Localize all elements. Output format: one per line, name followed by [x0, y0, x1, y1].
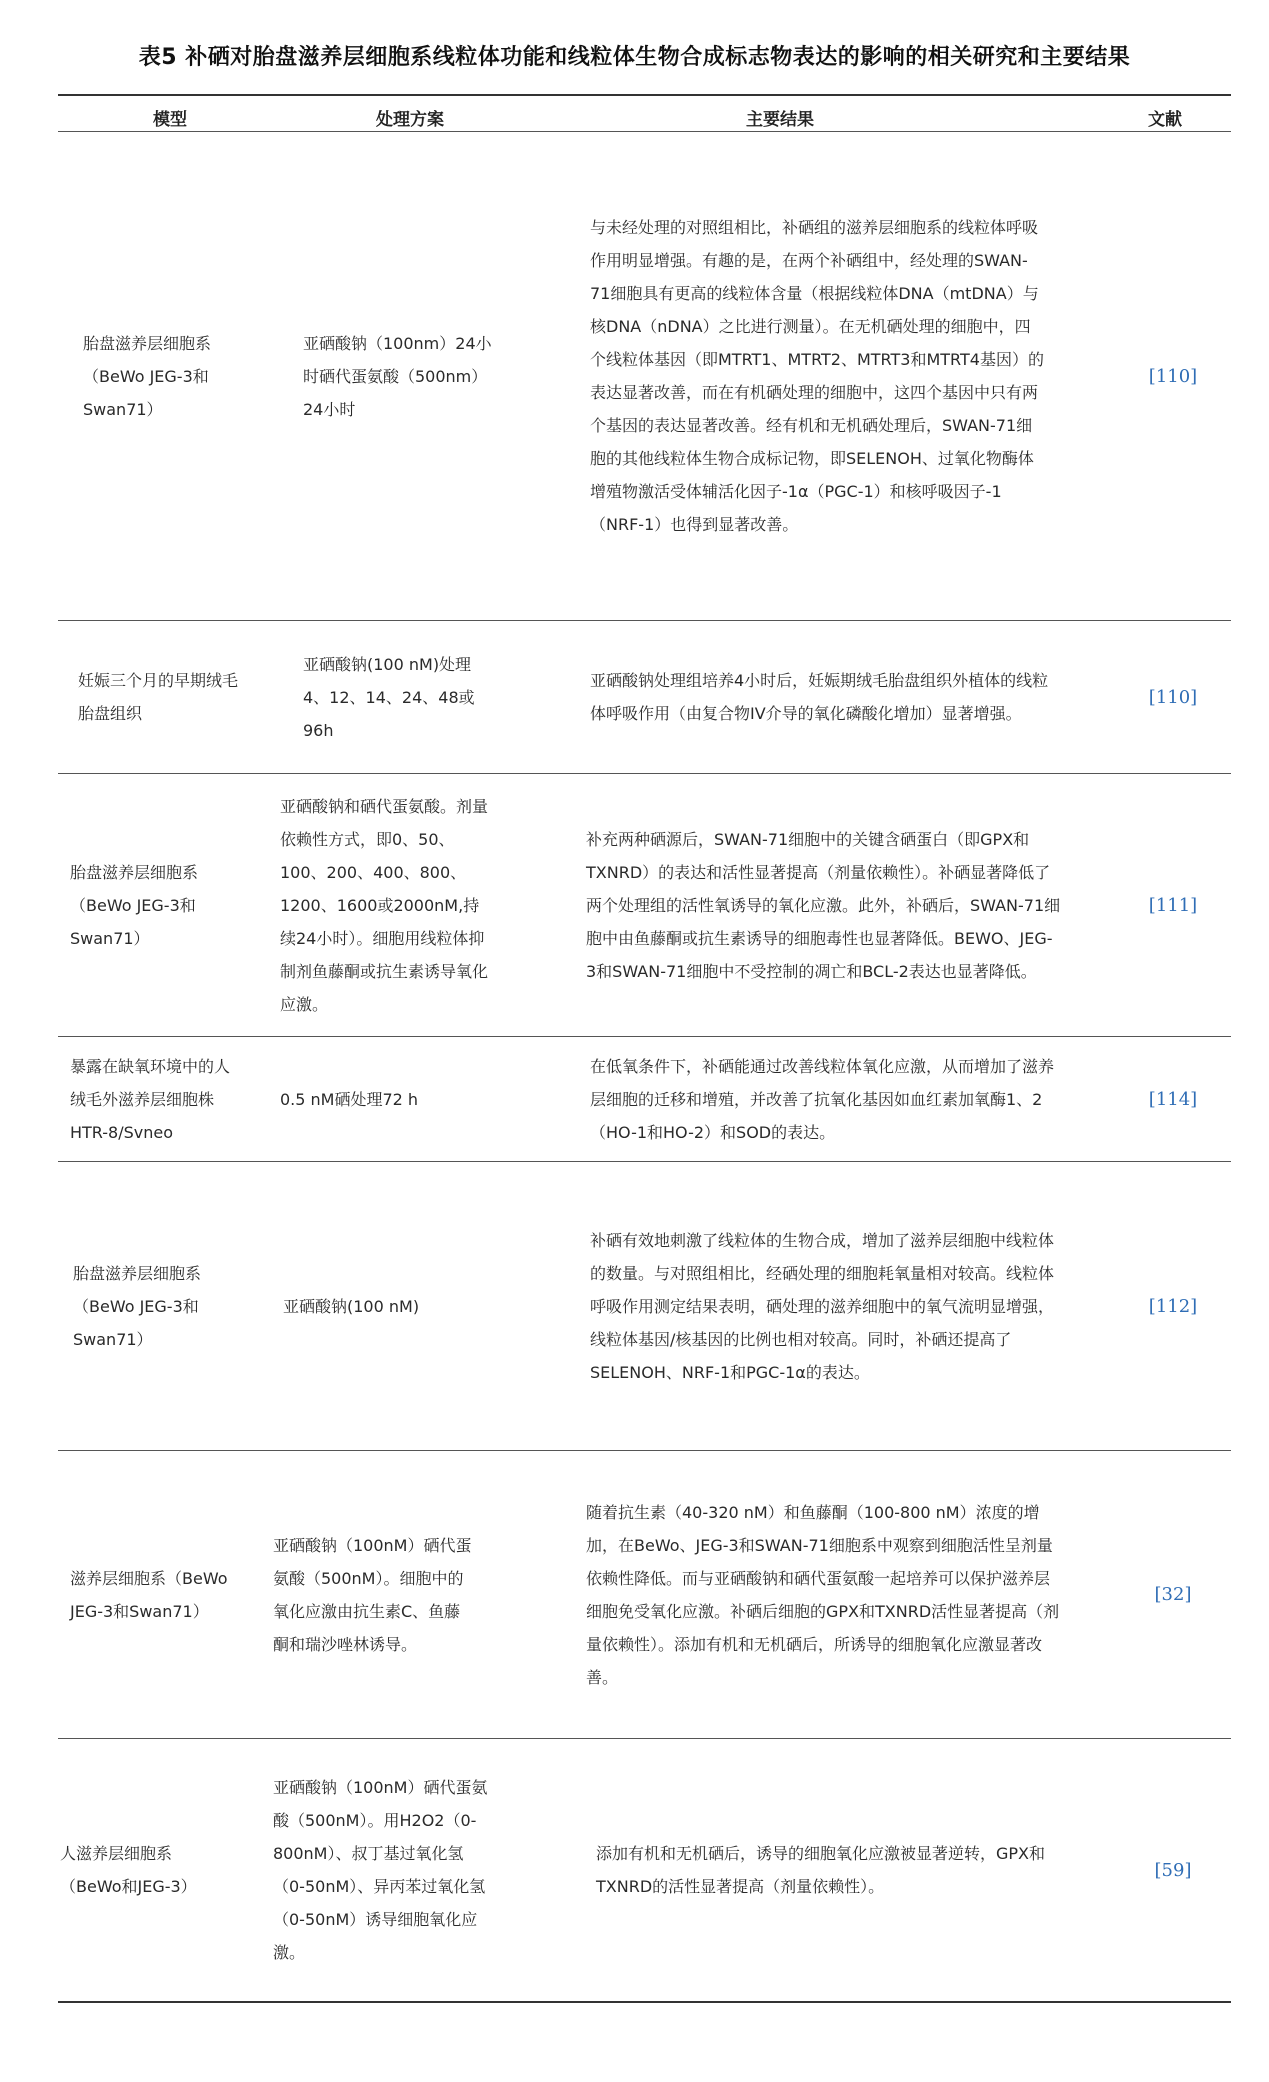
cell-results: 补硒有效地刺激了线粒体的生物合成，增加了滋养层细胞中线粒体的数量。与对照组相比，经硒处理的细胞耗氧量相对较高。线粒体呼吸作用测定结果表明，硒处理的滋养细胞中的氧气流明显增强，线粒体基因/核基因的比例也相对较高。同时，补硒还提高了SELENOH、NRF-1和PGC-1α的表达。 [590, 1230, 1055, 1382]
table-row [58, 1451, 1231, 1738]
header-results: 主要结果 [746, 110, 814, 130]
cell-model: 胎盘滋养层细胞系（BeWo JEG-3和Swan71） [73, 1263, 202, 1349]
header-reference: 文献 [1148, 110, 1182, 130]
cell-treatment: 亚硒酸钠和硒代蛋氨酸。剂量依赖性方式，即0、50、100、200、400、800、1200、1600或2000nM,持续24小时）。细胞用线粒体抑制剂鱼藤酮或抗生素诱导氧化应激。 [280, 796, 489, 1014]
cell-treatment: 0.5 nM硒处理72 h [280, 1089, 419, 1109]
cell-treatment: 亚硒酸钠（100nM）硒代蛋氨酸（500nM）。用H2O2（0-800nM）、叔丁基过氧化氢（0-50nM）、异丙苯过氧化氢（0-50nM）诱导细胞氧化应激。 [273, 1778, 488, 1962]
cell-reference[interactable]: [110] [1148, 686, 1198, 708]
table-row [58, 621, 1231, 773]
table-top-rule [58, 94, 1231, 96]
table-row [58, 1037, 1231, 1161]
cell-model: 人滋养层细胞系（BeWo和JEG-3） [60, 1844, 197, 1896]
cell-reference[interactable]: [110] [1148, 365, 1198, 387]
table-row [58, 1162, 1231, 1450]
table-row [58, 132, 1231, 620]
cell-results: 随着抗生素（40-320 nM）和鱼藤酮（100-800 nM）浓度的增加，在BeWo、JEG-3和SWAN-71细胞系中观察到细胞活性呈剂量依赖性降低。而与亚硒酸钠和硒代蛋氨酸一起培养可以保护滋养层细胞免受氧化应激。补硒后细胞的GPX和TXNRD活性显著提高（剂量依赖性）。添加有机和无机硒后，所诱导的细胞氧化应激显著改善。 [586, 1502, 1060, 1687]
table-row [58, 1739, 1231, 2001]
cell-model: 胎盘滋养层细胞系（BeWo JEG-3和Swan71） [83, 333, 212, 419]
cell-results: 与未经处理的对照组相比，补硒组的滋养层细胞系的线粒体呼吸作用明显增强。有趣的是，在两个补硒组中，经处理的SWAN-71细胞具有更高的线粒体含量（根据线粒体DNA（mtDNA）与核DNA（nDNA）之比进行测量）。在无机硒处理的细胞中，四个线粒体基因（即MTRT1、MTRT2、MTRT3和MTRT4基因）的表达显著改善，而在有机硒处理的细胞中，这四个基因中只有两个基因的表达显著改善。经有机和无机硒处理后，SWAN-71细胞的其他线粒体生物合成标记物，即SELENOH、过氧化物酶体增殖物激活受体辅活化因子-1α（PGC-1）和核呼吸因子-1（NRF-1）也得到显著改善。 [590, 218, 1044, 534]
cell-treatment: 亚硒酸钠(100 nM) [283, 1296, 420, 1316]
cell-reference[interactable]: [59] [1154, 1859, 1192, 1881]
cell-results: 亚硒酸钠处理组培养4小时后，妊娠期绒毛胎盘组织外植体的线粒体呼吸作用（由复合物IV介导的氧化磷酸化增加）显著增强。 [590, 671, 1049, 723]
cell-model: 胎盘滋养层细胞系（BeWo JEG-3和Swan71） [70, 862, 199, 948]
cell-model: 妊娠三个月的早期绒毛胎盘组织 [78, 671, 239, 723]
cell-treatment: 亚硒酸钠(100 nM)处理4、12、14、24、48或96h [303, 654, 475, 740]
cell-results: 添加有机和无机硒后，诱导的细胞氧化应激被显著逆转，GPX和TXNRD的活性显著提高（剂量依赖性）。 [596, 1844, 1046, 1896]
table-row [58, 774, 1231, 1036]
cell-reference[interactable]: [32] [1154, 1584, 1192, 1605]
table-bottom-rule [58, 2001, 1231, 2003]
header-model: 模型 [153, 110, 187, 130]
header-treatment: 处理方案 [376, 110, 444, 130]
cell-results: 在低氧条件下，补硒能通过改善线粒体氧化应激，从而增加了滋养层细胞的迁移和增殖，并改善了抗氧化基因如血红素加氧酶1、2（HO-1和HO-2）和SOD的表达。 [590, 1056, 1055, 1142]
cell-treatment: 亚硒酸钠（100nM）硒代蛋氨酸（500nM）。细胞中的氧化应激由抗生素C、鱼藤酮和瑞沙唑林诱导。 [273, 1535, 472, 1654]
cell-treatment: 亚硒酸钠（100nm）24小时硒代蛋氨酸（500nm）24小时 [303, 333, 492, 419]
cell-reference[interactable]: [112] [1148, 1295, 1198, 1317]
table-title: 表5 补硒对胎盘滋养层细胞系线粒体功能和线粒体生物合成标志物表达的影响的相关研究和主要结果 [138, 45, 1131, 70]
cell-reference[interactable]: [114] [1148, 1088, 1198, 1110]
cell-model: 暴露在缺氧环境中的人绒毛外滋养层细胞株HTR-8/Svneo [70, 1056, 231, 1142]
cell-model: 滋养层细胞系（BeWo JEG-3和Swan71） [70, 1568, 228, 1621]
cell-results: 补充两种硒源后，SWAN-71细胞中的关键含硒蛋白（即GPX和TXNRD）的表达和活性显著提高（剂量依赖性）。补硒显著降低了两个处理组的活性氧诱导的氧化应激。此外，补硒后，SWAN-71细胞中由鱼藤酮或抗生素诱导的细胞毒性也显著降低。BEWO、JEG-3和SWAN-71细胞中不受控制的凋亡和BCL-2表达也显著降低。 [586, 829, 1061, 981]
cell-reference[interactable]: [111] [1148, 894, 1198, 916]
